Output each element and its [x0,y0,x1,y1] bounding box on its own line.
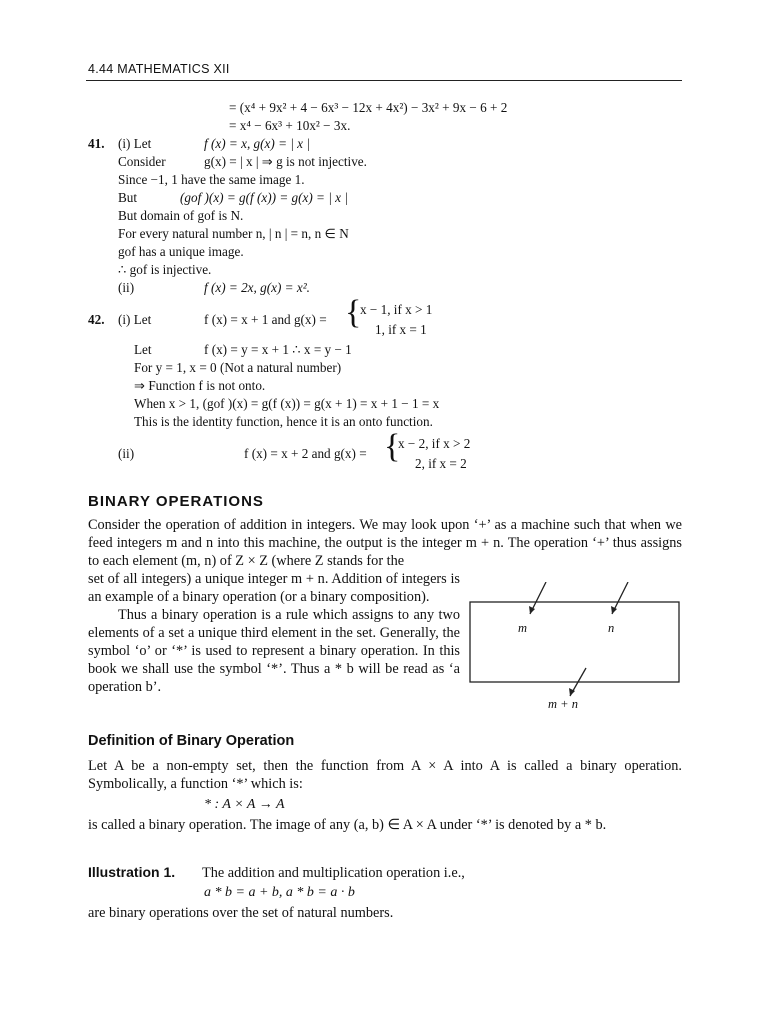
paragraph [88,757,682,793]
label-n: n [608,621,615,635]
math-line: f (x) = x + 2 and g(x) = [244,446,367,461]
text-line: (i) Let [118,312,152,327]
running-header: 4.44 MATHEMATICS XII [88,62,230,76]
piecewise-brace: { [345,294,362,331]
paragraph [88,816,682,834]
text-line: (ii) [118,280,135,295]
formula: * : A × A → A [204,797,285,812]
case-line: x − 2, if x > 2 [398,436,471,451]
text-line: gof has a unique image. [118,244,244,259]
text-line: ⇒ Function f is not onto. [134,378,266,393]
paragraph [88,516,682,570]
paragraph-text: are binary operations over the set of natural numbers. [88,905,394,921]
binary-machine-diagram [468,582,682,721]
paragraph-text: Let A be a non-empty set, then the function from A × A into A is called a binary operation. Symbolically, a function ‘*’ which is: [88,758,682,792]
text-line: But [118,190,138,205]
text-line: Consider [118,154,166,169]
text-line: When x > 1, (gof )(x) = g(f (x)) = g(x + 1) = x + 1 − 1 = x [134,396,440,411]
section-heading: BINARY OPERATIONS [88,493,264,510]
math-line: (gof )(x) = g(f (x)) = g(x) = | x | [180,190,348,205]
formula: a * b = a + b, a * b = a · b [204,885,355,900]
text-line: But domain of gof is N. [118,208,244,223]
text-line: Since −1, 1 have the same image 1. [118,172,305,187]
math-line: f (x) = x, g(x) = | x | [204,136,310,151]
piecewise-brace: { [384,428,401,465]
illustration-label: Illustration 1. [88,864,176,880]
text-line: This is the identity function, hence it is an onto function. [134,414,433,429]
paragraph-text: The addition and multiplication operation i.e., [202,865,465,881]
text-line: Let [134,342,152,357]
math-line: f (x) = y = x + 1 ∴ x = y − 1 [204,342,352,357]
question-number: 42. [88,312,105,327]
math-line: f (x) = x + 1 and g(x) = [204,312,327,327]
case-line: x − 1, if x > 1 [360,302,433,317]
paragraph [88,570,460,696]
header-rule [86,80,682,81]
equation-line: = x⁴ − 6x³ + 10x² − 3x. [229,118,351,133]
paragraph-text: Consider the operation of addition in integers. We may look upon ‘+’ as a machine such that when we feed integers m and n into this machine, the output is the integer m + n. The operation ‘+’ thus assigns to each element (m, n) of Z × Z (where Z stands for the [88,517,682,569]
case-line: 1, if x = 1 [375,322,427,337]
text-line: For y = 1, x = 0 (Not a natural number) [134,360,342,375]
text-line: (ii) [118,446,135,461]
paragraph-text: is called a binary operation. The image of any (a, b) ∈ A × A under ‘*’ is denoted by a * b. [88,817,607,833]
paragraph [88,904,682,922]
text-line: (i) Let [118,136,152,151]
text-line: For every natural number n, | n | = n, n ∈ N [118,226,349,241]
case-line: 2, if x = 2 [415,456,467,471]
paragraph [202,864,682,882]
question-number: 41. [88,136,105,151]
label-m: m [518,621,528,635]
machine-box [470,602,679,682]
math-line: f (x) = 2x, g(x) = x². [204,280,310,295]
text-line: ∴ gof is injective. [118,262,212,277]
paragraph-text: Thus a binary operation is a rule which assigns to any two elements of a set a unique third element in the set. Generally, the symbol ‘o’ or ‘*’ is used to represent a binary operation. In this book we shall use the symbol ‘*’. Thus a * b will be read as ‘a operation b’. [88,607,460,695]
equation-line: = (x⁴ + 9x² + 4 − 6x³ − 12x + 4x²) − 3x² + 9x − 6 + 2 [229,100,508,115]
paragraph-text: set of all integers) a unique integer m + n. Addition of integers is an example of a binary operation (or a binary composition). [88,571,460,605]
math-line: g(x) = | x | ⇒ g is not injective. [204,154,367,169]
label-m-plus-n: m + n [548,697,578,711]
subsection-heading: Definition of Binary Operation [88,733,295,749]
